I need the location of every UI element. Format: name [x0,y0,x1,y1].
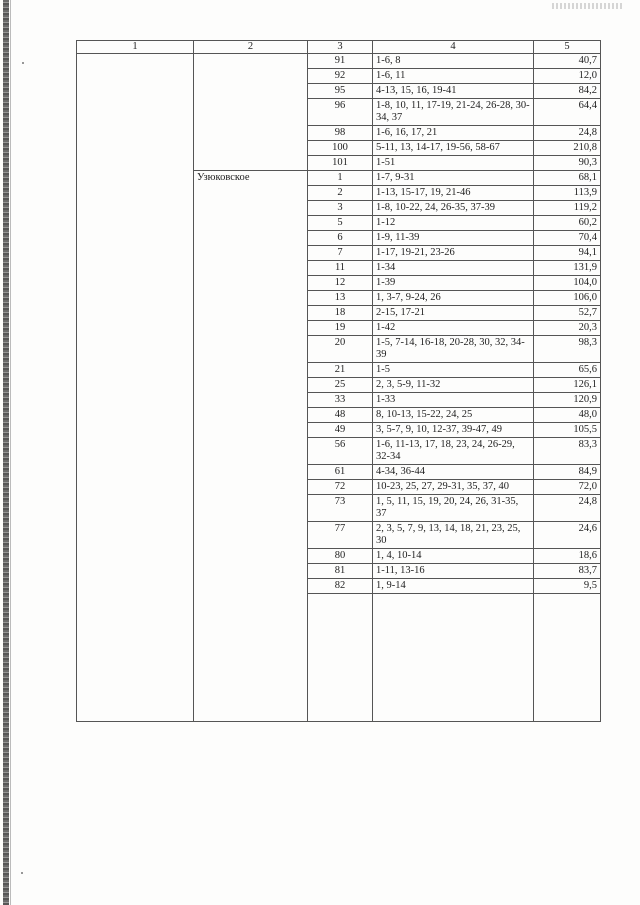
plot-numbers-cell: 1-17, 19-21, 23-26 [373,246,534,261]
plot-numbers-cell: 1, 4, 10-14 [373,549,534,564]
block-number-cell: 3 [308,201,373,216]
area-cell: 90,3 [534,156,601,171]
block-number-cell: 2 [308,186,373,201]
plot-numbers-cell: 1-6, 11 [373,69,534,84]
plot-numbers-cell: 1, 9-14 [373,579,534,594]
area-cell: 68,1 [534,171,601,186]
block-number-cell: 13 [308,291,373,306]
scan-speck [22,62,24,64]
plot-numbers-cell: 4-34, 36-44 [373,465,534,480]
area-cell: 65,6 [534,363,601,378]
block-number-cell: 80 [308,549,373,564]
area-cell: 84,9 [534,465,601,480]
plot-numbers-cell: 2, 3, 5, 7, 9, 13, 14, 18, 21, 23, 25, 30 [373,522,534,549]
block-number-cell: 100 [308,141,373,156]
plot-numbers-cell: 1-39 [373,276,534,291]
plot-numbers-cell: 1-5, 7-14, 16-18, 20-28, 30, 32, 34-39 [373,336,534,363]
block-number-cell: 19 [308,321,373,336]
area-cell: 83,7 [534,564,601,579]
plot-numbers-cell: 1, 3-7, 9-24, 26 [373,291,534,306]
empty-cell [534,594,601,722]
plot-numbers-cell: 5-11, 13, 14-17, 19-56, 58-67 [373,141,534,156]
block-number-cell: 48 [308,408,373,423]
plot-numbers-cell: 2-15, 17-21 [373,306,534,321]
block-number-cell: 72 [308,480,373,495]
area-cell: 48,0 [534,408,601,423]
block-number-cell: 1 [308,171,373,186]
area-cell: 104,0 [534,276,601,291]
area-cell: 131,9 [534,261,601,276]
block-number-cell: 95 [308,84,373,99]
area-cell: 24,8 [534,126,601,141]
plot-numbers-cell: 1-5 [373,363,534,378]
block-number-cell: 77 [308,522,373,549]
plot-numbers-cell: 1-13, 15-17, 19, 21-46 [373,186,534,201]
block-number-cell: 49 [308,423,373,438]
region-cell [77,54,194,722]
empty-cell [308,594,373,722]
plot-numbers-cell: 1-9, 11-39 [373,231,534,246]
area-cell: 20,3 [534,321,601,336]
area-cell: 60,2 [534,216,601,231]
area-cell: 24,6 [534,522,601,549]
block-number-cell: 11 [308,261,373,276]
plot-numbers-cell: 1-34 [373,261,534,276]
settlement-cell: Узюковское [194,171,308,722]
table-row [77,54,601,69]
plot-numbers-cell: 1-11, 13-16 [373,564,534,579]
area-cell: 72,0 [534,480,601,495]
scan-artifact [552,3,622,9]
plot-numbers-cell: 1-8, 10-22, 24, 26-35, 37-39 [373,201,534,216]
table-body [77,54,601,722]
settlement-cell [194,54,308,171]
area-cell: 210,8 [534,141,601,156]
area-cell: 98,3 [534,336,601,363]
empty-cell [373,594,534,722]
area-cell: 94,1 [534,246,601,261]
plot-numbers-cell: 1, 5, 11, 15, 19, 20, 24, 26, 31-35, 37 [373,495,534,522]
land-plots-table [76,40,601,722]
column-header: 4 [373,41,534,54]
area-cell: 119,2 [534,201,601,216]
area-cell: 84,2 [534,84,601,99]
plot-numbers-cell: 1-12 [373,216,534,231]
area-cell: 24,8 [534,495,601,522]
column-header: 5 [534,41,601,54]
area-cell: 83,3 [534,438,601,465]
area-cell: 106,0 [534,291,601,306]
plot-numbers-cell: 1-51 [373,156,534,171]
block-number-cell: 7 [308,246,373,261]
area-cell: 40,7 [534,54,601,69]
column-header: 2 [194,41,308,54]
block-number-cell: 73 [308,495,373,522]
area-cell: 12,0 [534,69,601,84]
block-number-cell: 91 [308,54,373,69]
block-number-cell: 6 [308,231,373,246]
area-cell: 70,4 [534,231,601,246]
scan-speck [21,872,23,874]
area-cell: 18,6 [534,549,601,564]
plot-numbers-cell: 4-13, 15, 16, 19-41 [373,84,534,99]
plot-numbers-cell: 1-6, 16, 17, 21 [373,126,534,141]
area-cell: 120,9 [534,393,601,408]
block-number-cell: 21 [308,363,373,378]
block-number-cell: 81 [308,564,373,579]
area-cell: 113,9 [534,186,601,201]
area-cell: 105,5 [534,423,601,438]
block-number-cell: 61 [308,465,373,480]
column-header: 1 [77,41,194,54]
area-cell: 9,5 [534,579,601,594]
plot-numbers-cell: 1-8, 10, 11, 17-19, 21-24, 26-28, 30-34, 37 [373,99,534,126]
plot-numbers-cell: 3, 5-7, 9, 10, 12-37, 39-47, 49 [373,423,534,438]
block-number-cell: 5 [308,216,373,231]
header-row [77,41,601,54]
plot-numbers-cell: 1-33 [373,393,534,408]
scan-edge-line [10,0,11,905]
column-header: 3 [308,41,373,54]
block-number-cell: 82 [308,579,373,594]
block-number-cell: 25 [308,378,373,393]
plot-numbers-cell: 1-7, 9-31 [373,171,534,186]
area-cell: 126,1 [534,378,601,393]
block-number-cell: 92 [308,69,373,84]
plot-numbers-cell: 2, 3, 5-9, 11-32 [373,378,534,393]
plot-numbers-cell: 1-42 [373,321,534,336]
scan-edge-shadow [3,0,9,905]
block-number-cell: 98 [308,126,373,141]
block-number-cell: 56 [308,438,373,465]
area-cell: 64,4 [534,99,601,126]
block-number-cell: 101 [308,156,373,171]
plot-numbers-cell: 1-6, 11-13, 17, 18, 23, 24, 26-29, 32-34 [373,438,534,465]
block-number-cell: 96 [308,99,373,126]
block-number-cell: 18 [308,306,373,321]
plot-numbers-cell: 10-23, 25, 27, 29-31, 35, 37, 40 [373,480,534,495]
area-cell: 52,7 [534,306,601,321]
plot-numbers-cell: 8, 10-13, 15-22, 24, 25 [373,408,534,423]
plot-numbers-cell: 1-6, 8 [373,54,534,69]
block-number-cell: 12 [308,276,373,291]
block-number-cell: 33 [308,393,373,408]
block-number-cell: 20 [308,336,373,363]
